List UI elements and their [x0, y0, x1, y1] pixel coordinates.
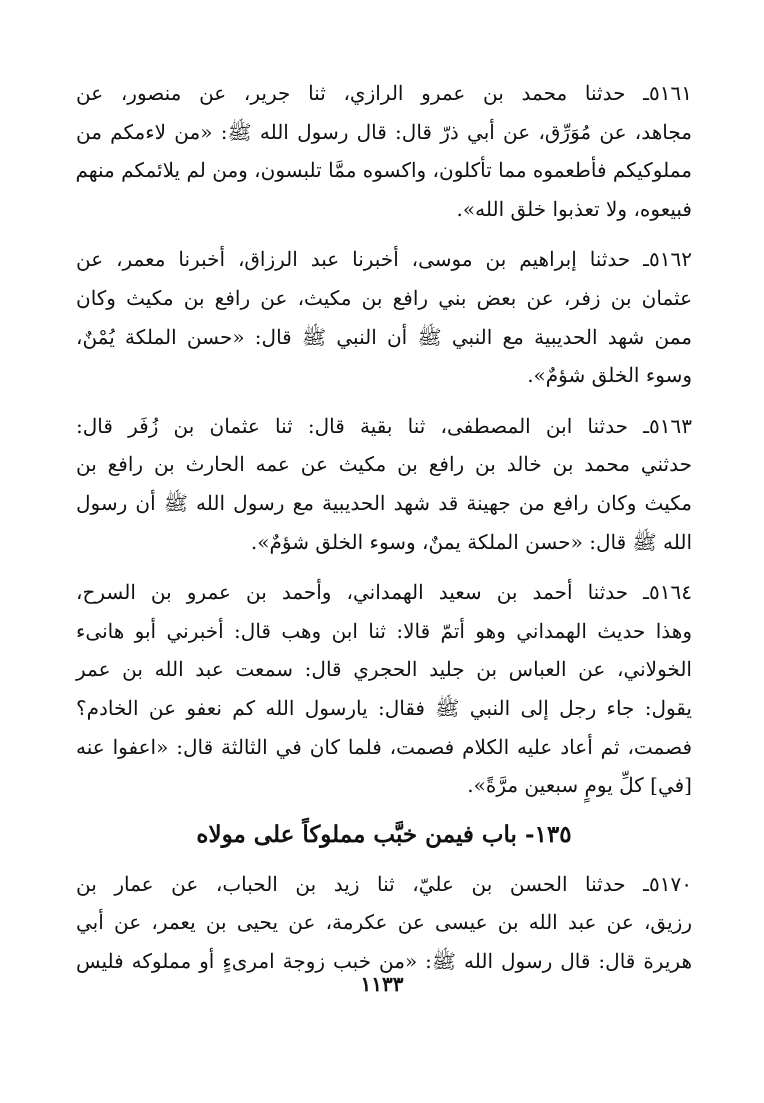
hadith-5163 [76, 407, 692, 561]
hadith-5164 [76, 573, 692, 805]
text-line: فصمت، ثم أعاد عليه الكلام فصمت، فلما كان في الثالثة قال: «اعفوا عنه [76, 734, 692, 759]
hadith-5161 [76, 74, 692, 228]
hadith-5162 [76, 240, 692, 394]
text-line: [في] كلِّ يومٍ سبعين مرَّةً». [467, 773, 692, 798]
chapter-title: ١٣٥- باب فيمن خبَّب مملوكاً على مولاه [196, 820, 572, 848]
page-number: ١١٣٣ [360, 972, 404, 996]
text-line: ممن شهد الحديبية مع النبي ﷺ أن النبي ﷺ قال: «حسن الملكة يُمْنٌ، [76, 324, 692, 349]
text-line: وهذا حديث الهمداني وهو أتمّ قالا: ثنا ابن وهب قال: أخبرني أبو هانىء [76, 618, 692, 643]
text-line: مجاهد، عن مُوَرِّق، عن أبي ذرّ قال: قال رسول الله ﷺ: «من لاءمكم من [76, 119, 692, 144]
text-line: ٥١٦٢ـ حدثنا إبراهيم بن موسى، أخبرنا عبد الرزاق، أخبرنا معمر، عن [76, 247, 692, 272]
text-line: عثمان بن زفر، عن بعض بني رافع بن مكيث، عن رافع بن مكيث وكان [76, 285, 692, 310]
text-line: ٥١٦٣ـ حدثنا ابن المصطفى، ثنا بقية قال: ثنا عثمان بن زُفَر قال: [76, 413, 692, 438]
text-line: مملوكيكم فأطعموه مما تأكلون، واكسوه ممَّا تلبسون، ومن لم يلائمكم منهم [75, 158, 692, 183]
text-line: حدثني محمد بن خالد بن رافع بن مكيث عن عمه الحارث بن رافع بن [76, 452, 692, 477]
text-line: فبيعوه، ولا تعذبوا خلق الله». [456, 196, 692, 221]
text-line: مكيث وكان رافع من جهينة قد شهد الحديبية مع رسول الله ﷺ أن رسول [76, 490, 692, 515]
hadith-5170 [76, 865, 692, 981]
text-line: وسوء الخلق شؤمٌ». [527, 363, 692, 388]
text-line: الله ﷺ قال: «حسن الملكة يمنٌ، وسوء الخلق شؤمٌ». [250, 529, 692, 554]
text-line: ٥١٧٠ـ حدثنا الحسن بن عليّ، ثنا زيد بن الحباب، عن عمار بن [76, 871, 692, 896]
text-line: هريرة قال: قال رسول الله ﷺ: «من خبب زوجة امرىءٍ أو مملوكه فليس [76, 948, 692, 973]
text-line: ٥١٦١ـ حدثنا محمد بن عمرو الرازي، ثنا جرير، عن منصور، عن [76, 81, 692, 105]
text-line: الخولاني، عن العباس بن جليد الحجري قال: سمعت عبد الله بن عمر [76, 657, 692, 682]
text-line: رزيق، عن عبد الله بن عيسى عن عكرمة، عن يحيى بن يعمر، عن أبي [76, 910, 692, 935]
text-line: ٥١٦٤ـ حدثنا أحمد بن سعيد الهمداني، وأحمد بن عمرو بن السرح، [76, 580, 692, 605]
text-line: يقول: جاء رجل إلى النبي ﷺ فقال: يارسول الله كم نعفو عن الخادم؟ [76, 695, 692, 720]
